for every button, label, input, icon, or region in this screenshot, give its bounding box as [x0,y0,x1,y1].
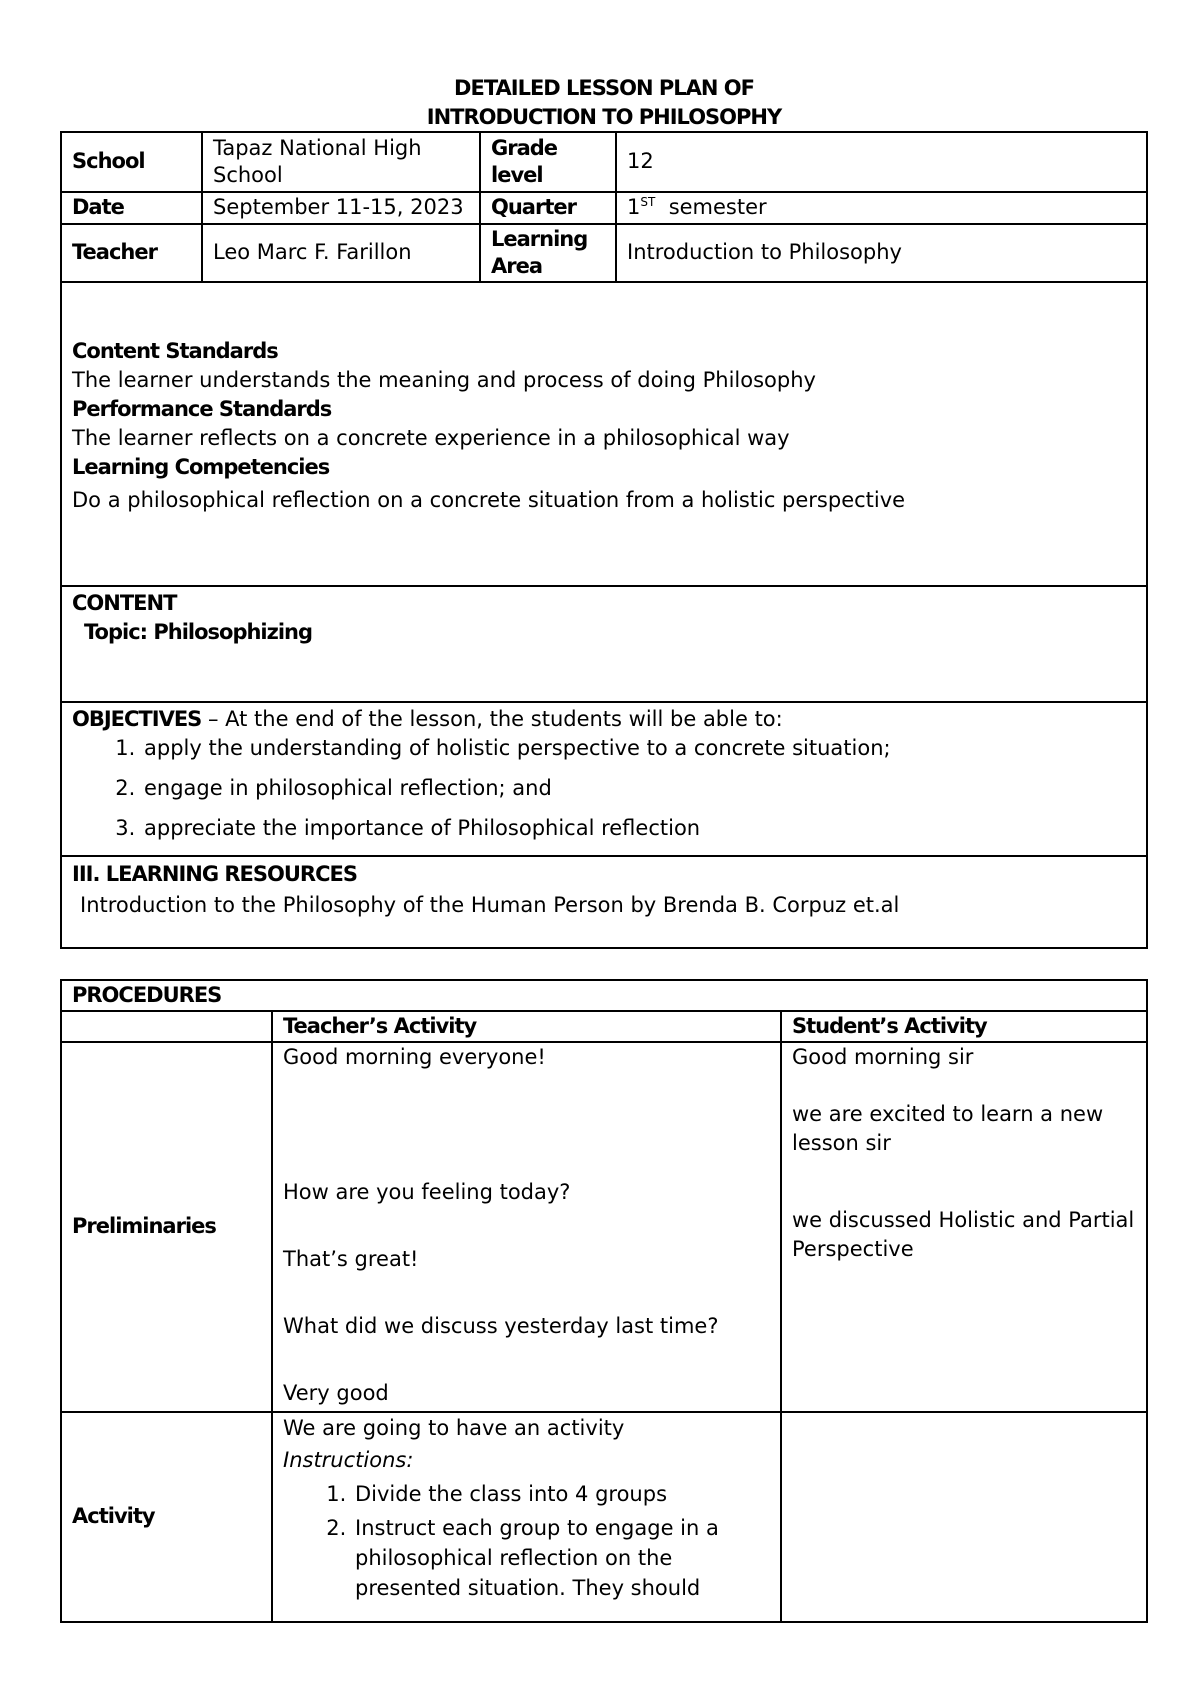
preliminaries-label: Preliminaries [61,1042,272,1412]
procedures-table [60,979,1148,1623]
content-standards-label: Content Standards [72,339,278,363]
learning-area-value: Introduction to Philosophy [616,224,1147,282]
instructions-label: Instructions: [283,1448,414,1472]
lesson-info-table [60,131,1148,949]
quarter-suffix: ST [640,195,656,210]
resources-cell [61,856,1147,948]
objectives-heading [72,705,1136,734]
date-value: September 11-15, 2023 [202,192,480,224]
resources-row [61,856,1147,948]
content-standards-text: The learner understands the meaning and process of doing Philosophy [72,368,816,392]
title-line-1: DETAILED LESSON PLAN OF [454,76,754,100]
performance-standards-text: The learner reflects on a concrete experience in a philosophical way [72,426,790,450]
activity-intro: We are going to have an activity [283,1416,625,1440]
activity-teacher-cell [272,1412,781,1622]
quarter-value [616,192,1147,224]
instruction-item-1: 1. Divide the class into 4 groups [353,1479,770,1509]
procedures-label: PROCEDURES [61,980,1147,1011]
objectives-row [61,702,1147,856]
activity-label: Activity [61,1412,272,1622]
objective-item-3: 3. appreciate the importance of Philosophical reflection [142,814,1136,843]
student-line-2: we are excited to learn a new lesson sir [792,1102,1104,1155]
grade-value: 12 [616,132,1147,192]
quarter-label: Quarter [480,192,616,224]
preliminaries-student-cell [781,1042,1147,1412]
instruction-item-2: 2. Instruct each group to engage in a philosophical reflection on the presented situation. They should [353,1513,770,1603]
student-line-3: we discussed Holistic and Partial Perspective [792,1208,1135,1261]
preliminaries-teacher-cell [272,1042,781,1412]
document-title [60,74,1148,132]
teacher-value: Leo Marc F. Farillon [202,224,480,282]
teacher-line-2: How are you feeling today? [283,1180,571,1204]
title-line-2: INTRODUCTION TO PHILOSOPHY [426,105,782,129]
table-row [61,980,1147,1011]
empty-header-cell [61,1011,272,1042]
teacher-line-5: Very good [283,1381,389,1405]
content-label: CONTENT [72,591,177,615]
resources-text: Introduction to the Philosophy of the Human Person by Brenda B. Corpuz et.al [80,893,900,917]
standards-cell [61,282,1147,586]
learning-competencies-text: Do a philosophical reflection on a concrete situation from a holistic perspective [72,488,906,512]
table-row [61,224,1147,282]
table-row [61,132,1147,192]
topic-text: Topic: Philosophizing [84,620,313,644]
activity-instructions-list [283,1479,770,1603]
objective-item-1: 1. apply the understanding of holistic perspective to a concrete situation; [142,734,1136,763]
quarter-number: 1 [627,195,641,220]
teacher-activity-header: Teacher’s Activity [272,1011,781,1042]
date-label: Date [61,192,202,224]
resources-label: III. LEARNING RESOURCES [72,862,357,886]
quarter-semester: semester [668,195,767,220]
student-activity-header: Student’s Activity [781,1011,1147,1042]
teacher-line-4: What did we discuss yesterday last time? [283,1314,719,1338]
activity-row [61,1412,1147,1622]
objectives-list [72,734,1136,843]
performance-standards-label: Performance Standards [72,397,332,421]
school-label: School [61,132,202,192]
content-row [61,586,1147,702]
learning-competencies-label: Learning Competencies [72,455,330,479]
content-cell [61,586,1147,702]
objectives-cell [61,702,1147,856]
student-line-1: Good morning sir [792,1045,974,1069]
objective-item-2: 2. engage in philosophical reflection; and [142,774,1136,803]
table-row [61,1011,1147,1042]
teacher-line-1: Good morning everyone! [283,1045,546,1069]
school-value: Tapaz National High School [202,132,480,192]
teacher-line-3: That’s great! [283,1247,419,1271]
objectives-label: OBJECTIVES [72,707,202,731]
standards-row [61,282,1147,586]
table-row [61,192,1147,224]
grade-label: Grade level [480,132,616,192]
learning-area-label: Learning Area [480,224,616,282]
activity-student-cell [781,1412,1147,1622]
teacher-label: Teacher [61,224,202,282]
preliminaries-row [61,1042,1147,1412]
objectives-intro: – At the end of the lesson, the students will be able to: [201,707,783,731]
